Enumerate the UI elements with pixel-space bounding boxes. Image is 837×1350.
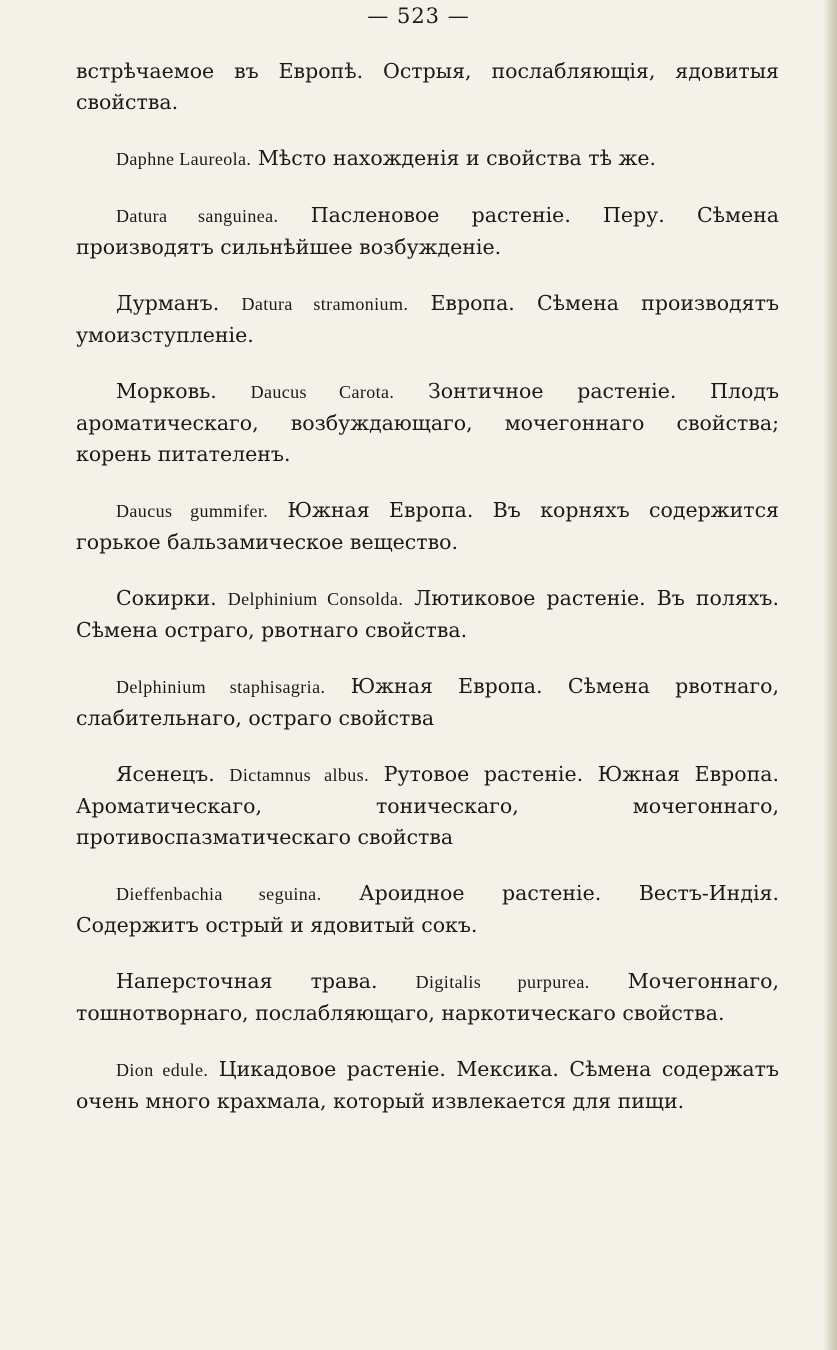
entry-text: Зонтичное растеніе. Плодъ ароматическаго, возбуждающаго, мочегоннаго свойства; корень питателенъ. bbox=[76, 379, 779, 466]
entry-common-name: Сокирки. bbox=[116, 586, 217, 610]
entry-digitalis-purpurea bbox=[76, 966, 779, 1029]
entry-datura-stramonium bbox=[76, 288, 779, 351]
entry-text: Европа. Сѣмена производятъ умоизступленіе. bbox=[76, 291, 779, 347]
entry-latin-name: Daucus gummifer. bbox=[116, 501, 269, 521]
entry-latin-name: Digitalis purpurea. bbox=[415, 972, 590, 992]
entry-latin-name: Datura sanguinea. bbox=[116, 206, 279, 226]
entry-continuation bbox=[76, 56, 779, 118]
entry-delphinium-staphisagria bbox=[76, 671, 779, 734]
entry-latin-name: Dion edule. bbox=[116, 1060, 209, 1080]
entry-common-name: Наперсточная трава. bbox=[116, 969, 378, 993]
entry-text: Пасленовое растеніе. Перу. Сѣмена производятъ сильнѣйшее возбужденіе. bbox=[76, 203, 779, 259]
entry-text: Мѣсто нахожденія и свойства тѣ же. bbox=[257, 146, 657, 170]
entry-text: Рутовое растеніе. Южная Европа. Ароматическаго, тоническаго, мочегоннаго, противоспазматическаго свойства bbox=[76, 762, 779, 849]
entry-latin-name: Delphinium staphisagria. bbox=[116, 677, 326, 697]
page-number: — 523 — bbox=[367, 4, 470, 28]
entry-latin-name: Delphinium Consolda. bbox=[227, 589, 404, 609]
entry-common-name: Ясенецъ. bbox=[116, 762, 215, 786]
entry-daucus-gummifer bbox=[76, 495, 779, 558]
entry-text: Лютиковое растеніе. Въ поляхъ. Сѣмена остраго, рвотнаго свойства. bbox=[76, 586, 779, 642]
entry-daphne-laureola bbox=[76, 143, 779, 175]
entry-common-name: Дурманъ. bbox=[116, 291, 220, 315]
page-edge-shadow bbox=[823, 0, 837, 1350]
entry-latin-name: Dictamnus albus. bbox=[229, 765, 369, 785]
entry-latin-name: Dieffenbachia seguina. bbox=[116, 884, 322, 904]
entry-dieffenbachia-seguina bbox=[76, 878, 779, 941]
entry-text: Мочегоннаго, тошнотворнаго, послабляющаго, наркотическаго свойства. bbox=[76, 969, 779, 1025]
entry-common-name: Морковь. bbox=[116, 379, 217, 403]
entry-latin-name: Daphne Laureola. bbox=[116, 149, 252, 169]
page-body bbox=[76, 56, 779, 1117]
entry-latin-name: Datura stramonium. bbox=[241, 294, 409, 314]
entry-daucus-carota bbox=[76, 376, 779, 470]
entry-latin-name: Daucus Carota. bbox=[250, 382, 395, 402]
entry-dion-edule bbox=[76, 1054, 779, 1117]
entry-text: Цикадовое растеніе. Мексика. Сѣмена содержатъ очень много крахмала, который извлекается для пищи. bbox=[76, 1057, 779, 1113]
entry-text: Южная Европа. Сѣмена рвотнаго, слабительнаго, остраго свойства bbox=[76, 674, 779, 730]
entry-dictamnus-albus bbox=[76, 759, 779, 853]
entry-text: Ароидное растеніе. Вестъ-Индія. Содержитъ острый и ядовитый сокъ. bbox=[76, 881, 779, 937]
entry-datura-sanguinea bbox=[76, 200, 779, 263]
entry-text: Южная Европа. Въ корняхъ содержится горькое бальзамическое вещество. bbox=[76, 498, 779, 554]
entry-delphinium-consolda bbox=[76, 583, 779, 646]
entry-text: встрѣчаемое въ Европѣ. Острыя, послабляющія, ядовитыя свойства. bbox=[76, 59, 779, 114]
